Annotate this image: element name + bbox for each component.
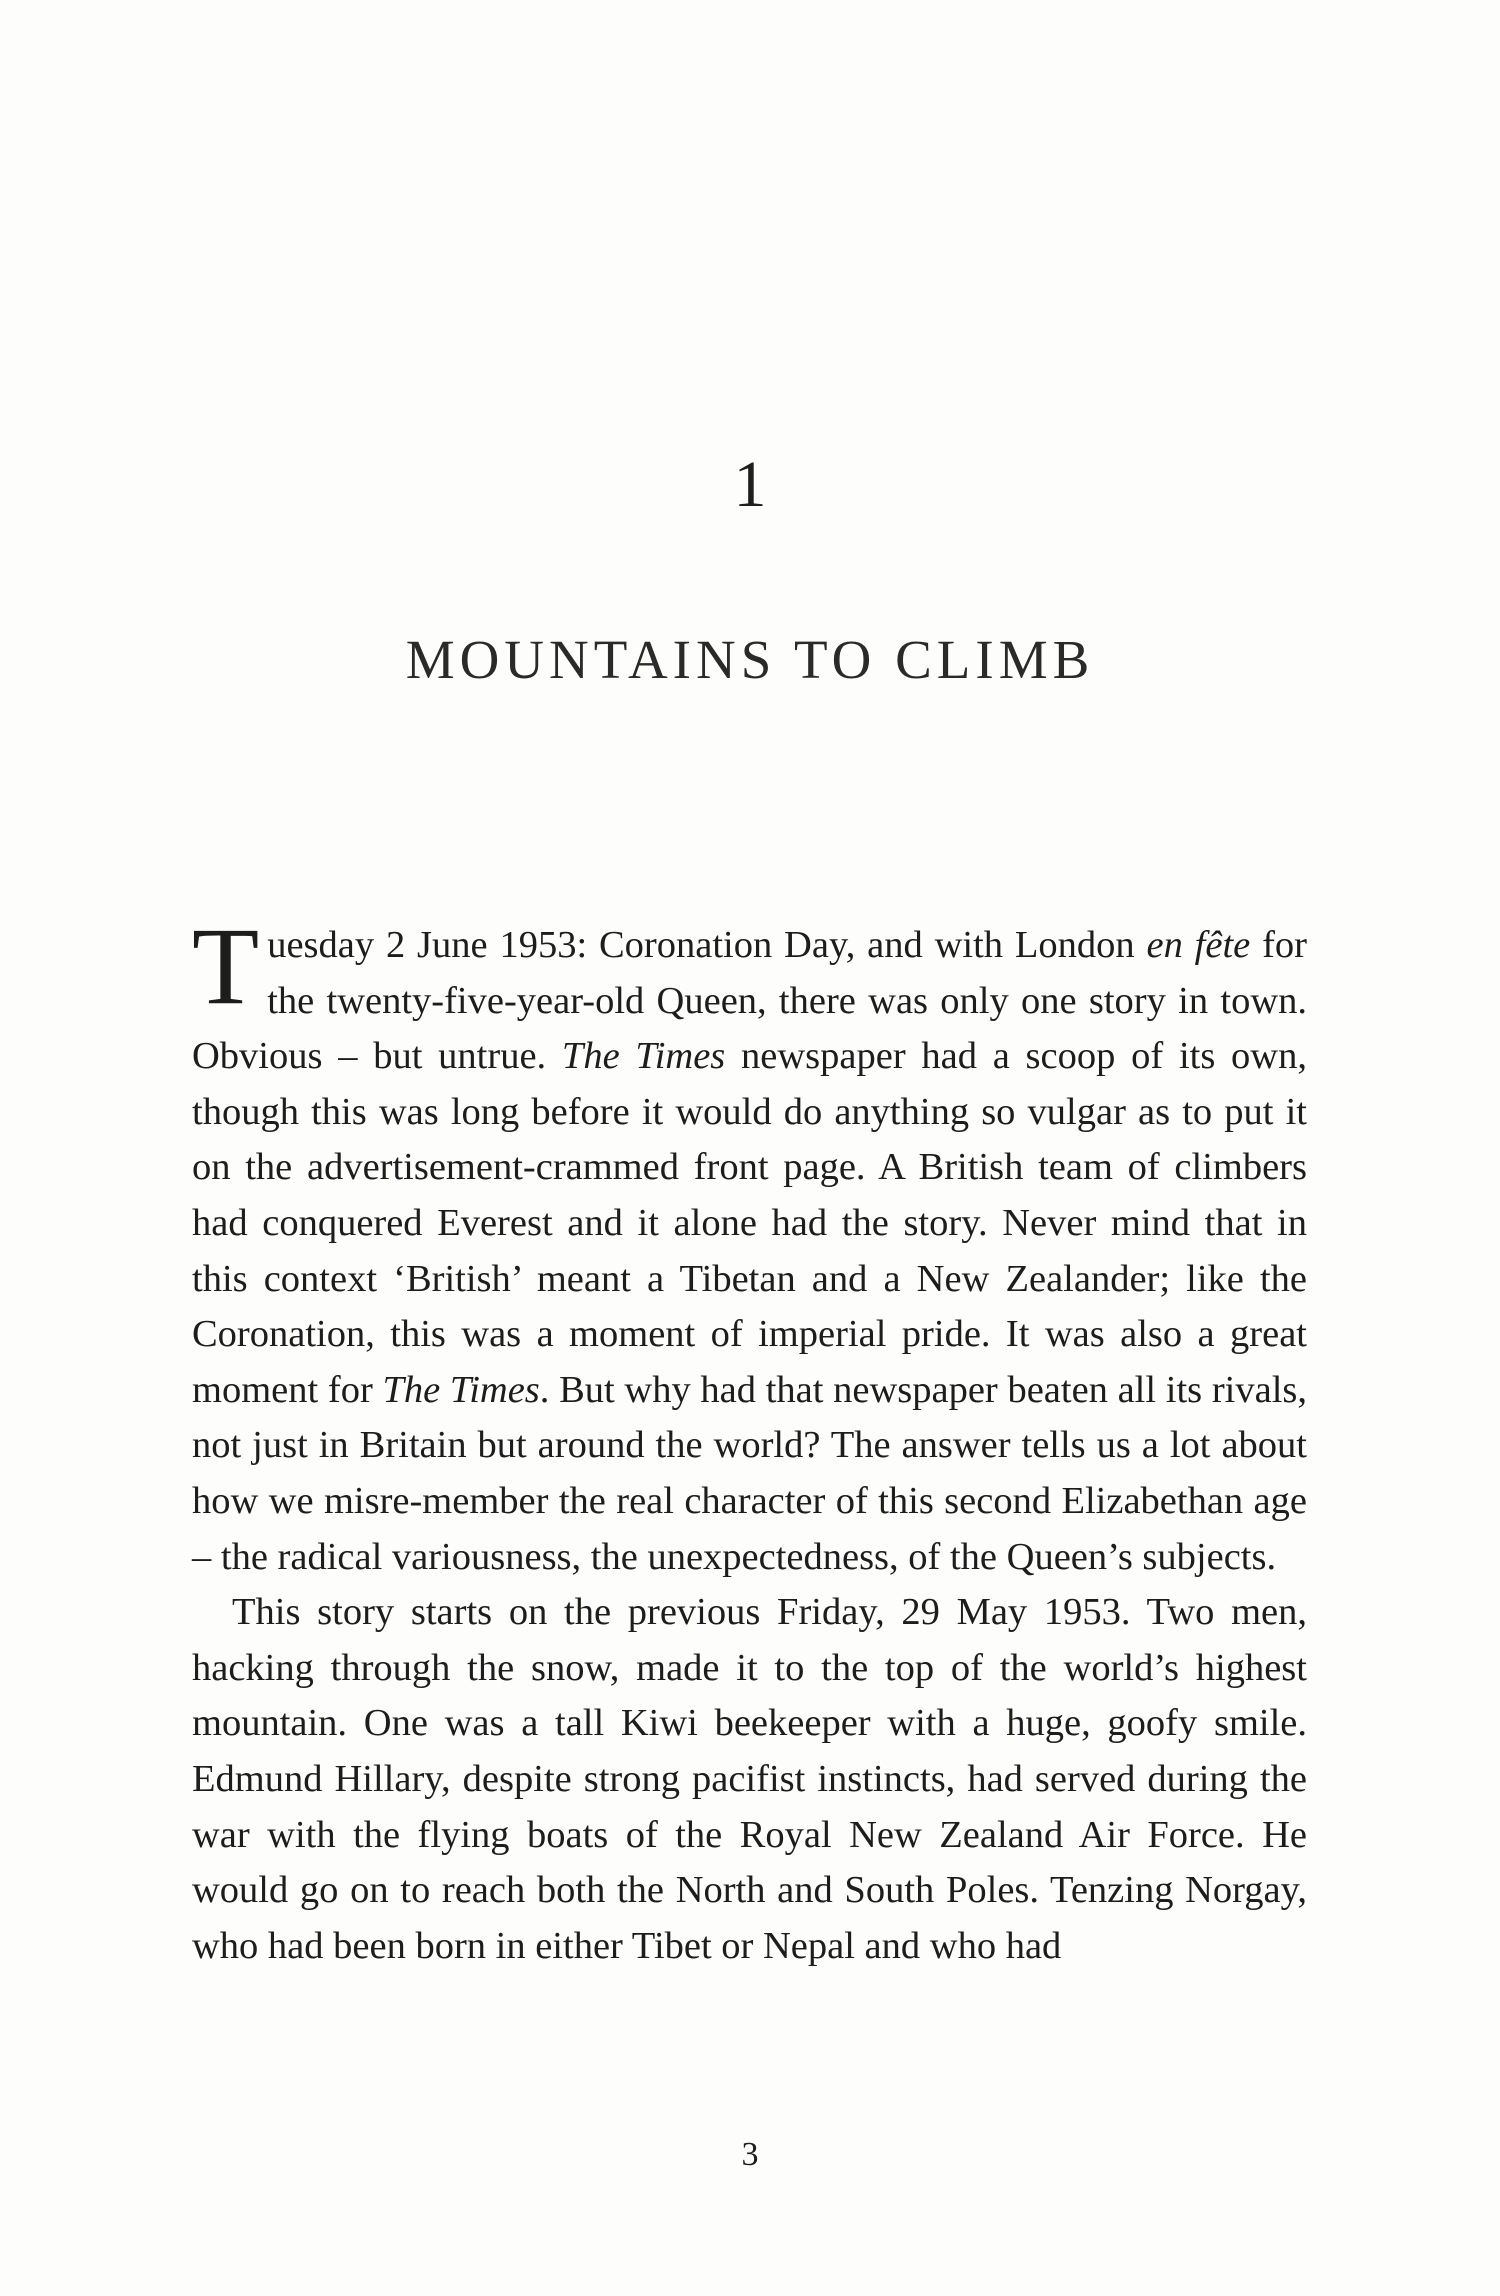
chapter-number: 1: [733, 448, 767, 521]
paragraph-2: [192, 1585, 1307, 1974]
paragraph-text: newspaper had a scoop of its own, though this was long before it would do anything so vulgar as to put it on the advertisement-crammed front page. A British team of climbers had conquered Everest and it alone had the story. Never mind that in this context ‘British’ meant a Tibetan and a New Zealander; like the Coronation, this was a moment of imperial pride. It was also a great moment for: [192, 1035, 1307, 1411]
italic-phrase: en fête: [1146, 924, 1251, 966]
body-text: [192, 905, 1307, 1974]
paragraph-text: for the twenty-five-year-old Queen, there was only one story in town. Obvious – but untrue.: [192, 924, 1307, 1078]
chapter-title: MOUNTAINS TO CLIMB: [405, 629, 1095, 690]
paragraph-text: Tuesday 2 June 1953: Coronation Day, and with London: [192, 905, 1147, 1027]
page-number: 3: [741, 2136, 759, 2173]
paragraph-text: This story starts on the previous Friday, 29 May 1953. Two men, hacking through the snow, made it to the top of the world’s highest mountain. One was a tall Kiwi beekeeper with a huge, goofy smile. Edmund Hillary, despite strong pacifist instincts, had served during the war with the flying boats of the Royal New Zealand Air Force. He would go on to reach both the North and South Poles. Tenzing Norgay, who had been born in either Tibet or Nepal and who had: [192, 1591, 1307, 1967]
italic-title: The Times: [561, 1035, 726, 1078]
paragraph-text: . But why had that newspaper beaten all its rivals, not just in Britain but around the world? The answer tells us a lot about how we misre-member the real character of this second Elizabethan age – the radical variousness, the unexpectedness, of the Queen’s subjects.: [192, 1368, 1307, 1578]
paragraph-1: [192, 905, 1307, 1585]
italic-title: The Times: [382, 1368, 540, 1411]
